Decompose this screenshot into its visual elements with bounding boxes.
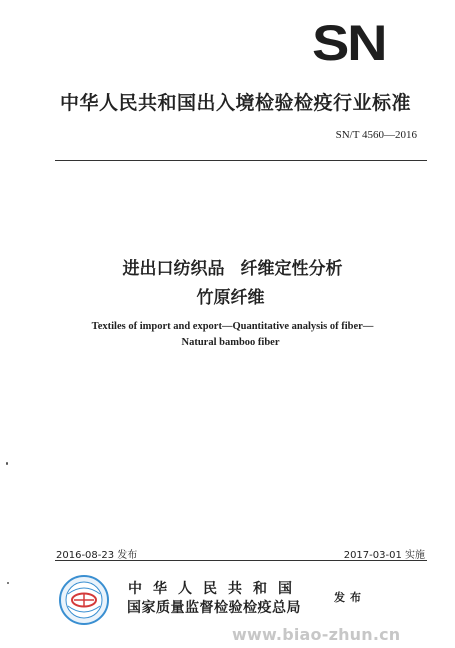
issue-date: 2016-08-23 发布 <box>56 550 138 561</box>
sn-logo: SN <box>312 15 386 71</box>
header-rule <box>55 160 427 161</box>
publish-label: 发布 <box>334 591 366 604</box>
english-title-line2: Natural bamboo fiber <box>181 337 280 348</box>
chinese-title-part2: 纤维定性分析 <box>240 259 343 279</box>
implementation-date: 2017-03-01 实施 <box>343 550 425 561</box>
authority-name-line1: 中华人民共和国 <box>128 581 303 597</box>
issuer-title: 中华人民共和国出入境检验检疫行业标准 <box>60 92 412 114</box>
aqsiq-seal-icon <box>58 574 110 626</box>
scan-speck <box>6 462 8 465</box>
chinese-title-line2: 竹原纤维 <box>196 288 265 308</box>
chinese-title-line1 <box>0 254 455 279</box>
scan-speck <box>7 582 9 584</box>
site-watermark: www.biao-zhun.cn <box>232 625 401 644</box>
footer-rule <box>55 560 427 561</box>
english-title-line1: Textiles of import and export—Quantitative analysis of fiber— <box>91 321 374 332</box>
chinese-title-part1: 进出口纺织品 <box>122 259 225 279</box>
authority-name-line2: 国家质量监督检验检疫总局 <box>127 600 301 616</box>
standard-code: SN/T 4560—2016 <box>335 129 417 141</box>
